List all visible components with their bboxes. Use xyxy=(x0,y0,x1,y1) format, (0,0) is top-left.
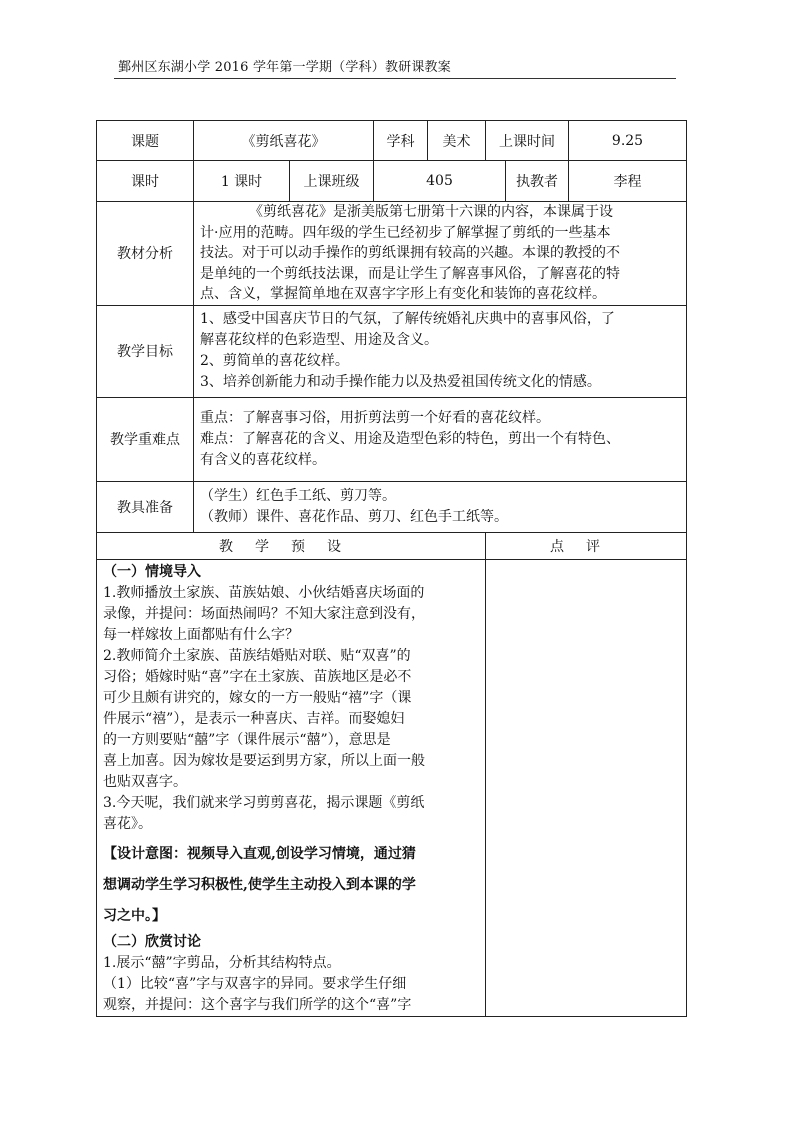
plan-line: 每一样嫁妆上面都贴有什么字？ xyxy=(103,626,299,643)
analysis-line: 是单纯的一个剪纸技法课，而是让学生了解喜事风俗，了解喜花的特 xyxy=(200,265,620,282)
teacher-value: 李程 xyxy=(569,161,687,202)
header-rule xyxy=(114,78,676,79)
teacher-label: 执教者 xyxy=(506,161,569,202)
design-intent-line: 想调动学生学习积极性,使学生主动投入到本课的学 xyxy=(103,876,416,893)
keypoint-line: 重点：了解喜事习俗，用折剪法剪一个好看的喜花纹样。 xyxy=(200,409,550,426)
analysis-line: 技法。对于可以动手操作的剪纸课拥有较高的兴趣。本课的教授的不 xyxy=(200,245,620,261)
comment-cell xyxy=(486,559,687,1016)
hours-value: 1 课时 xyxy=(194,161,290,202)
plan-header-right: 点评 xyxy=(486,532,687,559)
goal-line: 解喜花纹样的色彩造型、用途及含义。 xyxy=(200,332,438,348)
goals-label: 教学目标 xyxy=(97,305,194,397)
analysis-line: 《剪纸喜花》是浙美版第七册第十六课的内容，本课属于设 xyxy=(200,204,613,220)
goal-line: 3、培养创新能力和动手操作能力以及热爱祖国传统文化的情感。 xyxy=(200,374,601,390)
goal-line: 1、感受中国喜庆节日的气氛，了解传统婚礼庆典中的喜事风俗，了 xyxy=(200,311,615,327)
plan-line: 可少且颇有讲究的，嫁女的一方一般贴“禧”字（课 xyxy=(103,689,412,706)
plan-line: 习俗；婚嫁时贴“喜”字在土家族、苗族地区是必不 xyxy=(103,668,412,685)
row-topic xyxy=(97,121,687,161)
time-label: 上课时间 xyxy=(486,121,569,161)
plan-line: 观察，并提问：这个喜字与我们所学的这个“喜”字 xyxy=(103,996,412,1013)
row-plan-header xyxy=(97,532,687,559)
goal-line: 2、剪简单的喜花纹样。 xyxy=(200,353,349,369)
keypoints-label: 教学重难点 xyxy=(97,397,194,481)
row-hours xyxy=(97,161,687,202)
plan-line: 件展示“禧”），是表示一种喜庆、吉祥。而娶媳妇 xyxy=(103,710,405,727)
time-value: 9.25 xyxy=(569,121,687,161)
class-value: 405 xyxy=(374,161,506,202)
lesson-plan-table xyxy=(96,120,687,1017)
plan-line: （1）比较“喜”字与双喜字的异同。要求学生仔细 xyxy=(103,975,407,992)
tool-line: （教师）课件、喜花作品、剪刀、红色手工纸等。 xyxy=(200,508,508,525)
plan-line: 1.展示“囍”字剪品，分析其结构特点。 xyxy=(103,954,341,971)
analysis-line: 点、含义，掌握简单地在双喜字字形上有变化和装饰的喜花纹样。 xyxy=(200,286,606,302)
tools-label: 教具准备 xyxy=(97,481,194,532)
design-intent-line: 习之中。】 xyxy=(103,907,166,924)
plan-line: 喜上加喜。因为嫁妆是要运到男方家，所以上面一般 xyxy=(103,752,425,769)
topic-label: 课题 xyxy=(97,121,194,161)
plan-body xyxy=(97,559,486,1016)
analysis-label: 教材分析 xyxy=(97,202,194,306)
subject-value: 美术 xyxy=(428,121,486,161)
row-keypoints xyxy=(97,397,687,481)
section-title: （二）欣赏讨论 xyxy=(103,933,201,950)
row-plan-body xyxy=(97,559,687,1016)
keypoint-line: 难点：了解喜花的含义、用途及造型色彩的特色，剪出一个有特色、 xyxy=(200,430,620,447)
row-tools xyxy=(97,481,687,532)
keypoints-content xyxy=(194,397,687,481)
analysis-line: 计·应用的范畴。四年级的学生已经初步了解掌握了剪纸的一些基本 xyxy=(200,224,611,241)
topic-value: 《剪纸喜花》 xyxy=(194,121,374,161)
keypoint-line: 有含义的喜花纹样。 xyxy=(200,451,326,468)
plan-line: 2.教师简介土家族、苗族结婚贴对联、贴“双喜”的 xyxy=(103,647,411,664)
plan-header-left: 教学预设 xyxy=(97,532,486,559)
plan-line: 也贴双喜字。 xyxy=(103,773,187,790)
document-header-title: 鄞州区东湖小学 2016 学年第一学期（学科）教研课教案 xyxy=(118,60,451,75)
plan-line: 录像，并提问：场面热闹吗？不知大家注意到没有， xyxy=(103,605,425,622)
plan-line: 1.教师播放土家族、苗族姑娘、小伙结婚喜庆场面的 xyxy=(103,584,425,601)
tools-content xyxy=(194,481,687,532)
plan-line: 的一方则要贴“囍”字（课件展示“囍”），意思是 xyxy=(103,731,391,748)
plan-line: 喜花》。 xyxy=(103,815,152,832)
subject-label: 学科 xyxy=(374,121,428,161)
tool-line: （学生）红色手工纸、剪刀等。 xyxy=(200,487,396,504)
row-analysis xyxy=(97,202,687,306)
design-intent-line: 【设计意图：视频导入直观,创设学习情境，通过猜 xyxy=(103,845,416,862)
row-goals xyxy=(97,305,687,397)
section-title: （一）情境导入 xyxy=(103,563,201,580)
goals-content xyxy=(194,305,687,397)
plan-line: 3.今天呢，我们就来学习剪剪喜花，揭示课题《剪纸 xyxy=(103,794,425,811)
hours-label: 课时 xyxy=(97,161,194,202)
class-label: 上课班级 xyxy=(290,161,374,202)
analysis-content xyxy=(194,202,687,306)
